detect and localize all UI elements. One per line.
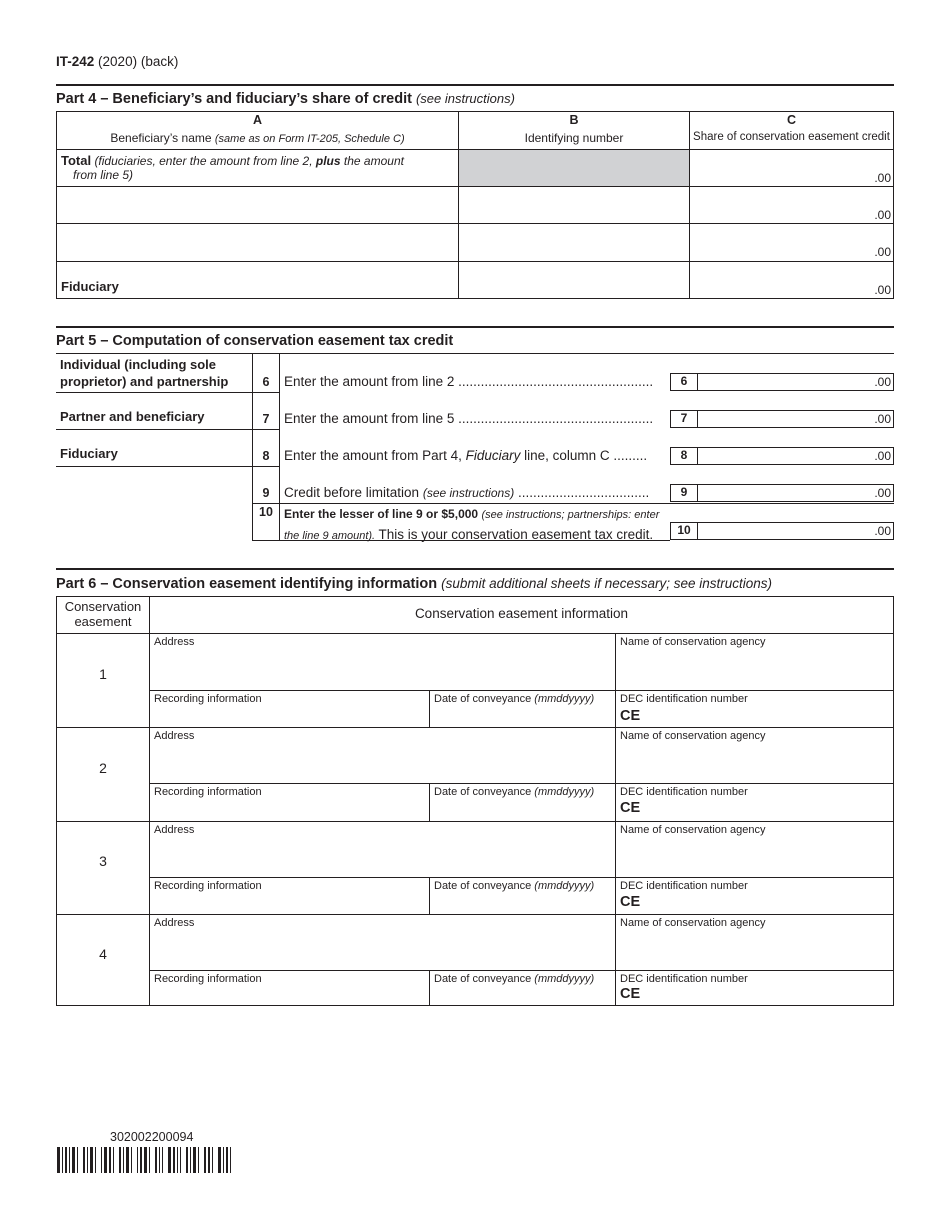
identifying-number-field-1[interactable]	[459, 187, 689, 223]
recording-label-3: Recording information	[154, 880, 262, 892]
beneficiary-name-field-1[interactable]	[57, 187, 458, 223]
part5-title: Part 5 – Computation of conservation easement tax credit	[56, 333, 454, 349]
conservation-easement-info-header: Conservation easement information	[414, 606, 629, 621]
part5-top-rule	[56, 326, 894, 328]
line-8-amount-field[interactable]: .00	[698, 447, 894, 465]
total-id-shaded-cell	[459, 150, 689, 187]
part5-group-partner: Partner and beneficiary	[60, 409, 205, 424]
part4-title: Part 4 – Beneficiary’s and fiduciary’s share of credit (see instructions)	[56, 91, 515, 107]
fiduciary-share-cents[interactable]: .00	[874, 283, 891, 297]
fiduciary-row-label: Fiduciary	[61, 279, 119, 294]
line-7-number: 7	[262, 412, 270, 426]
easement-block-1	[57, 634, 893, 727]
line-6-amount-field[interactable]: .00	[698, 373, 894, 391]
dec-field-3[interactable]	[642, 892, 893, 914]
date-label-3: Date of conveyance (mmddyyyy)	[434, 880, 595, 892]
dec-field-2[interactable]	[642, 798, 893, 821]
date-label-4: Date of conveyance (mmddyyyy)	[434, 973, 595, 985]
line-7-box-number: 7	[670, 410, 698, 428]
part5-group-individual: Individual (including sole proprietor) and partnership	[60, 357, 229, 389]
address-label-1: Address	[154, 636, 195, 648]
date-field-1[interactable]	[430, 705, 615, 727]
form-year: (2020) (back)	[98, 54, 179, 69]
address-field-1[interactable]	[150, 648, 615, 690]
dec-label-4: DEC identification number	[620, 973, 748, 985]
line-8-text: Enter the amount from Part 4, Fiduciary line, column C .........	[284, 448, 648, 463]
row3-share-cents[interactable]: .00	[874, 245, 891, 259]
line-9-number: 9	[262, 486, 270, 500]
line-6-number: 6	[262, 375, 270, 389]
line-9-box-number: 9	[670, 484, 698, 502]
date-label-1: Date of conveyance (mmddyyyy)	[434, 693, 595, 705]
line-8-number: 8	[262, 449, 270, 463]
row2-share-cents[interactable]: .00	[874, 208, 891, 222]
total-row-label: Total (fiduciaries, enter the amount from line 2, plus the amount from line 5)	[61, 153, 404, 182]
line-9-text: Credit before limitation (see instructions) ...................................	[284, 485, 650, 500]
easement-block-4	[57, 915, 893, 1005]
part6-table	[56, 596, 894, 1006]
agency-field-4[interactable]	[616, 929, 893, 970]
identifying-number-field-2[interactable]	[459, 224, 689, 261]
part6-title: Part 6 – Conservation easement identifying information (submit additional sheets if necessary; see instructions)	[56, 576, 773, 592]
agency-label-3: Name of conservation agency	[620, 824, 766, 836]
line-9-amount-field[interactable]: .00	[698, 484, 894, 502]
fiduciary-identifying-number-field[interactable]	[459, 262, 689, 298]
agency-label-2: Name of conservation agency	[620, 730, 766, 742]
recording-label-4: Recording information	[154, 973, 262, 985]
agency-label-4: Name of conservation agency	[620, 917, 766, 929]
form-id: IT-242	[56, 54, 95, 69]
recording-field-1[interactable]	[150, 705, 429, 727]
dec-prefix-2: CE	[620, 800, 641, 816]
date-field-3[interactable]	[430, 892, 615, 914]
dec-field-4[interactable]	[642, 985, 893, 1005]
dec-label-1: DEC identification number	[620, 693, 748, 705]
address-label-4: Address	[154, 917, 195, 929]
dec-prefix-1: CE	[620, 708, 641, 724]
date-label-2: Date of conveyance (mmddyyyy)	[434, 786, 595, 798]
beneficiary-name-field-2[interactable]	[57, 224, 458, 261]
agency-field-3[interactable]	[616, 836, 893, 877]
line-10-box-number: 10	[670, 522, 698, 540]
total-share-cents[interactable]: .00	[874, 171, 891, 185]
recording-field-3[interactable]	[150, 892, 429, 914]
easement-number-4: 4	[99, 946, 107, 962]
line-8-box-number: 8	[670, 447, 698, 465]
agency-field-1[interactable]	[616, 648, 893, 690]
date-field-4[interactable]	[430, 985, 615, 1005]
easement-number-3: 3	[99, 853, 107, 869]
part4-top-rule	[56, 84, 894, 86]
barcode-image	[57, 1147, 233, 1173]
part4-table	[56, 111, 894, 299]
date-field-2[interactable]	[430, 798, 615, 821]
line-10-number: 10	[259, 505, 273, 519]
dec-label-2: DEC identification number	[620, 786, 748, 798]
part6-top-rule	[56, 568, 894, 570]
dec-field-1[interactable]	[642, 705, 893, 727]
address-field-3[interactable]	[150, 836, 615, 877]
line-7-amount-field[interactable]: .00	[698, 410, 894, 428]
dec-prefix-4: CE	[620, 986, 641, 1002]
recording-field-2[interactable]	[150, 798, 429, 821]
part5-group-fiduciary: Fiduciary	[60, 446, 118, 461]
easement-block-2	[57, 728, 893, 821]
barcode-number: 302002200094	[110, 1130, 194, 1144]
col-a-header: A Beneficiary’s name (same as on Form IT-205, Schedule C)	[110, 113, 405, 145]
address-label-3: Address	[154, 824, 195, 836]
easement-number-2: 2	[99, 760, 107, 776]
col-b-header: B Identifying number	[524, 113, 624, 145]
agency-label-1: Name of conservation agency	[620, 636, 766, 648]
line-6-text: Enter the amount from line 2 ....................................................	[284, 374, 654, 389]
conservation-easement-col-header: Conservation easement	[64, 599, 142, 629]
line-10-text: Enter the lesser of line 9 or $5,000 (see instructions; partnerships: enter the line 9 amount). This is your conservation easement tax credit.	[284, 507, 660, 542]
address-field-4[interactable]	[150, 929, 615, 970]
address-field-2[interactable]	[150, 742, 615, 783]
form-header	[56, 54, 178, 69]
line-10-amount-field[interactable]: .00	[698, 522, 894, 540]
line-6-box-number: 6	[670, 373, 698, 391]
recording-label-2: Recording information	[154, 786, 262, 798]
address-label-2: Address	[154, 730, 195, 742]
recording-label-1: Recording information	[154, 693, 262, 705]
agency-field-2[interactable]	[616, 742, 893, 783]
line-7-text: Enter the amount from line 5 ....................................................	[284, 411, 654, 426]
col-c-header: C Share of conservation easement credit	[693, 113, 890, 143]
easement-block-3	[57, 822, 893, 914]
easement-number-1: 1	[99, 666, 107, 682]
dec-label-3: DEC identification number	[620, 880, 748, 892]
recording-field-4[interactable]	[150, 985, 429, 1005]
dec-prefix-3: CE	[620, 894, 641, 910]
